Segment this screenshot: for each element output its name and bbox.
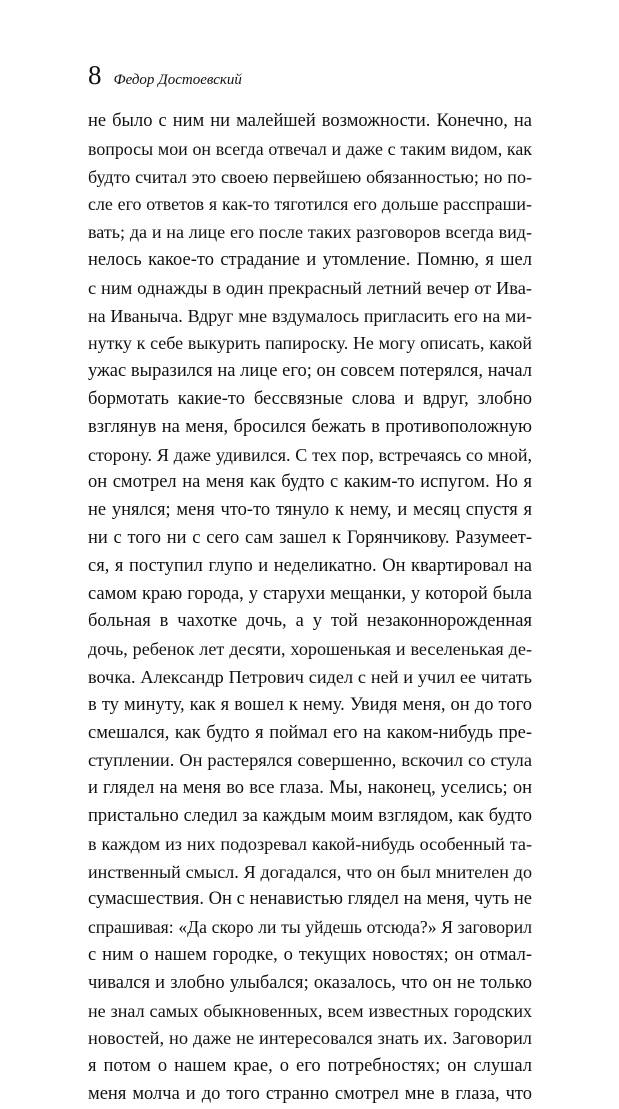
- text-line: не знал самых обыкновенных, всем известных городских: [88, 1000, 532, 1021]
- text-body: [88, 108, 532, 1109]
- text-line: ся, я поступил глупо и неделикатно. Он квартировал на: [88, 555, 532, 576]
- text-line: смешался, как будто я поймал его на каком-нибудь пре-: [88, 722, 532, 743]
- text-line: дочь, ребенок лет десяти, хорошенькая и веселенькая де-: [88, 639, 532, 660]
- text-line: ужас выразился на лице его; он совсем потерялся, начал: [88, 361, 532, 382]
- text-line: спрашивая: «Да скоро ли ты уйдешь отсюда?» Я заговорил: [88, 917, 532, 938]
- text-line: пристально следил за каждым моим взглядом, как будто: [88, 805, 532, 826]
- text-line: больная в чахотке дочь, а у той незаконнорожденная: [88, 611, 532, 632]
- text-line: самом краю города, у старухи мещанки, у которой была: [88, 583, 532, 604]
- text-line: он смотрел на меня как будто с каким-то испугом. Но я: [88, 472, 532, 493]
- text-line: нутку к себе выкурить папироску. Не могу описать, какой: [88, 333, 532, 354]
- text-line: меня молча и до того странно смотрел мне в глаза, что: [88, 1083, 532, 1104]
- text-line: в каждом из них подозревал какой-нибудь особенный та-: [88, 833, 532, 854]
- text-line: бормотать какие-то бессвязные слова и вдруг, злобно: [88, 388, 532, 409]
- text-line: не было с ним ни малейшей возможности. Конечно, на: [88, 111, 532, 131]
- text-line: я потом о нашем крае, о его потребностях; он слушал: [88, 1056, 532, 1077]
- text-line: взглянув на меня, бросился бежать в противоположную: [88, 416, 532, 437]
- text-line: на Иваныча. Вдруг мне вздумалось пригласить его на ми-: [88, 305, 532, 326]
- text-line: вопросы мои он всегда отвечал и даже с таким видом, как: [88, 138, 532, 159]
- text-line: не унялся; меня что-то тянуло к нему, и месяц спустя я: [88, 500, 532, 521]
- text-line: ступлении. Он растерялся совершенно, вскочил со стула: [88, 750, 532, 771]
- text-line: ни с того ни с сего сам зашел к Горянчикову. Разумеет-: [88, 527, 532, 548]
- text-line: вать; да и на лице его после таких разговоров всегда вид-: [88, 222, 532, 243]
- text-line: нелось какое-то страдание и утомление. Помню, я шел: [88, 249, 532, 270]
- page-number: 8: [88, 60, 102, 90]
- text-line: в ту минуту, как я вошел к нему. Увидя меня, он до того: [88, 694, 532, 715]
- text-line: с ним о нашем городке, о текущих новостях; он отмал-: [88, 944, 532, 965]
- text-line: сумасшествия. Он с ненавистью глядел на меня, чуть не: [88, 889, 532, 910]
- text-line: инственный смысл. Я догадался, что он был мнителен до: [88, 861, 532, 882]
- text-line: чивался и злобно улыбался; оказалось, что он не только: [88, 972, 532, 993]
- book-author: Федор Достоевский: [113, 72, 242, 88]
- text-line: сторону. Я даже удивился. С тех пор, встречаясь со мной,: [88, 444, 532, 465]
- text-line: вочка. Александр Петрович сидел с ней и учил ее читать: [88, 666, 532, 687]
- text-line: будто считал это своею первейшею обязанностью; но по-: [88, 166, 532, 187]
- text-line: и глядел на меня во все глаза. Мы, наконец, уселись; он: [88, 778, 532, 799]
- text-line: сле его ответов я как-то тяготился его дольше расспраши-: [88, 194, 532, 215]
- text-line: с ним однажды в один прекрасный летний вечер от Ива-: [88, 277, 532, 298]
- running-head: [88, 58, 242, 92]
- text-line: новостей, но даже не интересовался знать их. Заговорил: [88, 1028, 532, 1049]
